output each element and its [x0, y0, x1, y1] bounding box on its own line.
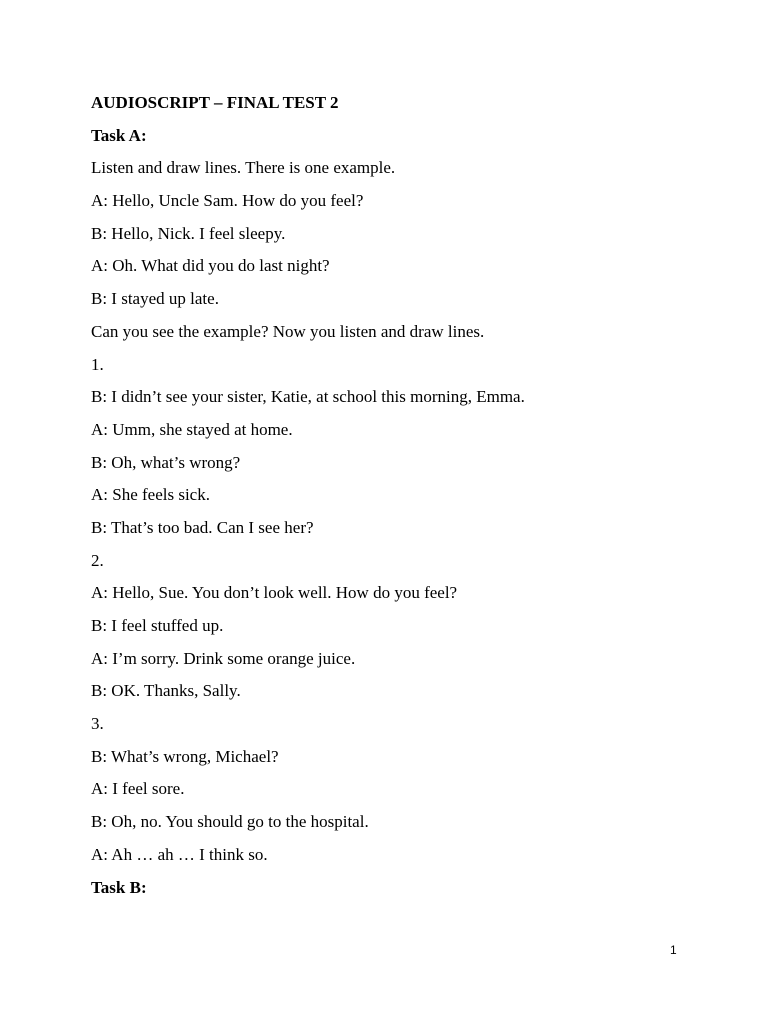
document-title: AUDIOSCRIPT – FINAL TEST 2: [91, 93, 339, 112]
instruction-line: Listen and draw lines. There is one example.: [91, 158, 396, 178]
dialogue-line: A: Hello, Uncle Sam. How do you feel?: [91, 191, 364, 211]
dialogue-line: A: I feel sore.: [91, 779, 185, 799]
dialogue-line: B: I didn’t see your sister, Katie, at school this morning, Emma.: [91, 387, 525, 407]
dialogue-line: B: Hello, Nick. I feel sleepy.: [91, 223, 286, 243]
dialogue-line: A: She feels sick.: [91, 485, 210, 505]
dialogue-line: B: I stayed up late.: [91, 289, 219, 309]
instruction-line: Can you see the example? Now you listen and draw lines.: [91, 321, 485, 341]
task-a-heading: Task A:: [91, 125, 147, 145]
item-number: 1.: [91, 354, 104, 374]
page-number: 1: [670, 943, 677, 957]
dialogue-line: A: Oh. What did you do last night?: [91, 256, 330, 276]
dialogue-line: B: OK. Thanks, Sally.: [91, 681, 241, 701]
dialogue-line: B: Oh, no. You should go to the hospital.: [91, 812, 369, 832]
document-body: [91, 91, 691, 908]
dialogue-line: A: I’m sorry. Drink some orange juice.: [91, 648, 356, 668]
task-b-heading: Task B:: [91, 877, 147, 897]
dialogue-line: B: Oh, what’s wrong?: [91, 452, 241, 472]
dialogue-line: B: What’s wrong, Michael?: [91, 746, 279, 766]
dialogue-line: A: Hello, Sue. You don’t look well. How do you feel?: [91, 583, 458, 603]
dialogue-line: B: That’s too bad. Can I see her?: [91, 517, 314, 537]
item-number: 3.: [91, 714, 104, 734]
dialogue-line: A: Ah … ah … I think so.: [91, 844, 268, 864]
item-number: 2.: [91, 550, 104, 570]
dialogue-line: B: I feel stuffed up.: [91, 616, 224, 635]
dialogue-line: A: Umm, she stayed at home.: [91, 419, 293, 439]
